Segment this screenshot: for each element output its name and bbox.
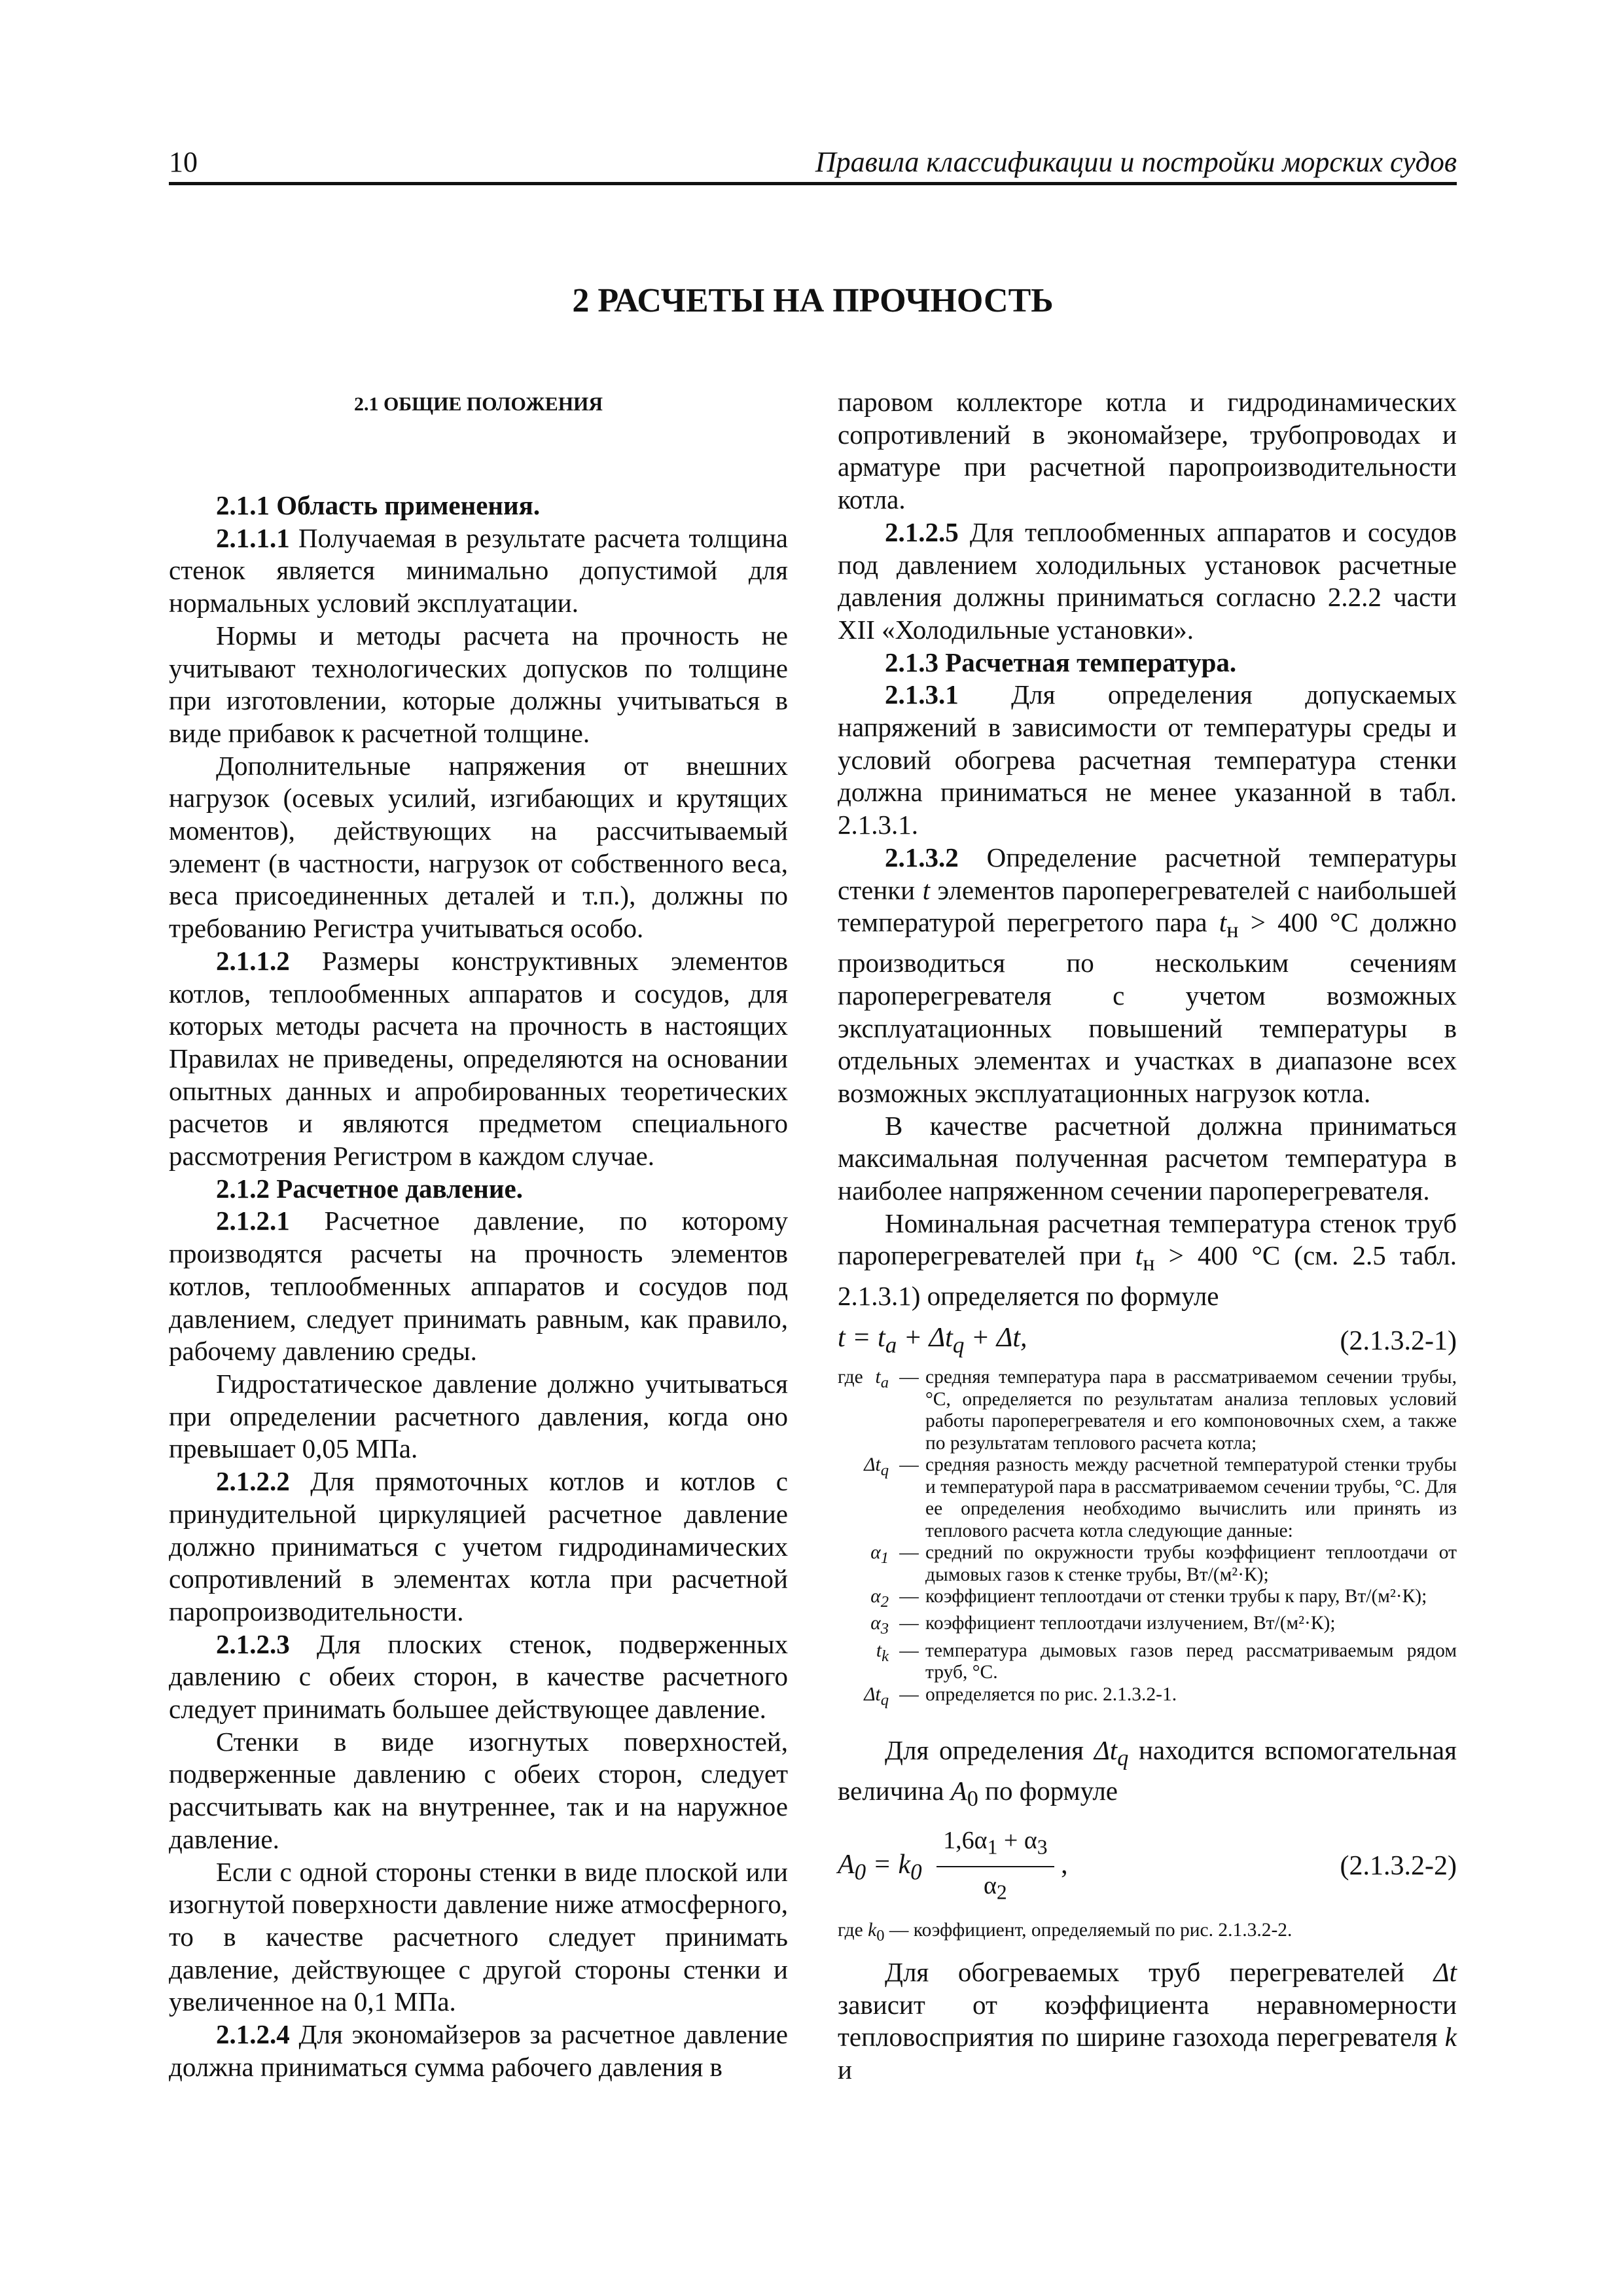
paragraph-continuation: паровом коллекторе котла и гидродинамических сопротивлений в экономайзере, трубопроводах и арматуре при расчетной паропроизводительности котла. <box>838 387 1457 515</box>
right-column <box>838 386 1457 2087</box>
paragraph-2-1-2-2: 2.1.2.2 Для прямоточных котлов и котлов с принудительной циркуляцией расчетное давление должно приниматься с учетом гидродинамических сопротивлений в элементах котла при расчетной паропроизводительности. <box>169 1466 788 1626</box>
paragraph-2-1-2-1: 2.1.2.1 Расчетное давление, по которому производятся расчеты на прочность элементов котлов, теплообменных аппаратов и сосудов под давлением, следует принимать равным, как правило, рабочему давлению среды. <box>169 1206 788 1367</box>
formula-2-1-3-2-2: $A_0 = k_0$ $\frac{1,6\alpha_1 + \alpha_3}{\alpha_2}$ , (2.1.3.2-2) <box>838 1827 1457 1906</box>
legend-row-a1: $\alpha_1$ — средний по окружности трубы коэффициент теплоотдачи от дымовых газов к стенке трубы, Вт/(м²·К); <box>870 1542 1457 1585</box>
paragraph-nominal-temp: Номинальная расчетная температура стенок труб пароперегревателей при $t_н > 400$ °C (см. 2.5 табл. 2.1.3.1) определяется по формуле <box>838 1208 1457 1312</box>
section-title: 2.1 ОБЩИЕ ПОЛОЖЕНИЯ <box>353 393 603 415</box>
heading-2-1-1: 2.1.1 Область применения. <box>216 490 541 520</box>
spacer <box>838 1711 1457 1734</box>
legend-row-tk: $t_k$ — температура дымовых газов перед рассматриваемым рядом труб, °C. <box>876 1640 1457 1683</box>
paragraph-2-1-2-4: 2.1.2.4 Для экономайзеров за расчетное давление должна приниматься сумма рабочего давления в <box>169 2019 788 2082</box>
formula-number-1: (2.1.3.2-1) <box>1340 1326 1457 1357</box>
paragraph-extra-stress: Дополнительные напряжения от внешних нагрузок (осевых усилий, изгибающих и крутящих моментов), действующих на рассчитываемый элемент (в частности, нагрузок от собственного веса, веса присоединенных деталей и т.п.), должны по требованию Регистра учитываться особо. <box>169 750 788 944</box>
paragraph-curved-walls: Стенки в виде изогнутых поверхностей, подверженные давлению с обеих сторон, следует рассчитывать как на внутреннее, так и на наружное давление. <box>169 1726 788 1854</box>
chapter-title: 2 РАСЧЕТЫ НА ПРОЧНОСТЬ <box>572 282 1054 319</box>
paragraph-2-1-2-3: 2.1.2.3 Для плоских стенок, подверженных давлению с обеих сторон, в качестве расчетного следует принимать большее действующее давление. <box>169 1628 788 1725</box>
paragraph-a0-intro: Для определения $\Delta t_q$ находится вспомогательная величина $A_0$ по формуле <box>838 1735 1457 1812</box>
paragraph-heated-tubes: Для обогреваемых труб перегревателей Δt зависит от коэффициента неравномерности тепловосприятия по ширине газохода перегревателя k и <box>838 1956 1457 2085</box>
legend-row-dtq: $\Delta t_q$ — средняя разность между расчетной температурой стенки трубы и температурой пара в рассматриваемом сечении трубы, °C. Для ее определения необходимо вычислить или принять из теплового расчета котла следующие данные: <box>864 1454 1457 1541</box>
paragraph-2-1-2-5: 2.1.2.5 Для теплообменных аппаратов и сосудов под давлением холодильных установок расчетные давления должны приниматься согласно 2.2.2 части XII «Холодильные установки». <box>838 516 1457 645</box>
formula-2-1-3-2-1: $t = t_a + \Delta t_q + \Delta t$, (2.1.3.2-1) <box>838 1323 1457 1358</box>
paragraph-norms: Нормы и методы расчета на прочность не учитывают технологических допусков по толщине при изготовлении, которые должны учитываться в виде прибавок к расчетной толщине. <box>169 620 788 748</box>
legend-row-a3: $\alpha_3$ — коэффициент теплоотдачи излучением, Вт/(м²·К); <box>870 1613 1336 1638</box>
running-title: Правила классификации и постройки морских судов <box>815 146 1457 178</box>
page-number: 10 <box>169 146 198 178</box>
paragraph-2-1-1-1: 2.1.1.1 Получаемая в результате расчета толщина стенок является минимально допустимой для нормальных условий эксплуатации. <box>169 522 788 619</box>
header-rule <box>169 182 1457 185</box>
legend-row-dtq-fig: $\Delta t_q$ — определяется по рис. 2.1.3.2-1. <box>864 1683 1177 1709</box>
left-column <box>169 386 788 2083</box>
heading-2-1-2: 2.1.2 Расчетное давление. <box>216 1173 523 1204</box>
formula-number-2: (2.1.3.2-2) <box>1340 1851 1457 1882</box>
note-k0: где $k_0$ — коэффициент, определяемый по рис. 2.1.3.2-2. <box>838 1920 1293 1945</box>
paragraph-max-temp: В качестве расчетной должна приниматься максимальная полученная расчетом температура в наиболее напряженном сечении пароперегревателя. <box>838 1110 1457 1206</box>
legend-row-a2: $\alpha_2$ — коэффициент теплоотдачи от стенки трубы к пару, Вт/(м²·К); <box>870 1586 1427 1611</box>
heading-2-1-3: 2.1.3 Расчетная температура. <box>885 647 1237 677</box>
paragraph-2-1-3-1: 2.1.3.1 Для определения допускаемых напряжений в зависимости от температуры среды и условий обогрева расчетная температура стенки должна приниматься не менее указанной в табл. 2.1.3.1. <box>838 679 1457 840</box>
paragraph-2-1-3-2: 2.1.3.2 Определение расчетной температуры стенки t элементов пароперегревателей с наибольшей температурой перегретого пара $t_н > 400$ °C должно производиться по нескольким сечениям пароперегревателя с учетом возможных эксплуатационных повышений температуры в отдельных элементах и участках в диапазоне всех возможных эксплуатационных нагрузок котла. <box>838 842 1457 1108</box>
paragraph-2-1-1-2: 2.1.1.2 Размеры конструктивных элементов котлов, теплообменных аппаратов и сосудов, для которых методы расчета на прочность в настоящих Правилах не приведены, определяются на основании опытных данных и апробированных теоретических расчетов и являются предметом специального рассмотрения Регистром в каждом случае. <box>169 945 788 1172</box>
paragraph-hydrostatic: Гидростатическое давление должно учитываться при определении расчетного давления, когда оно превышает 0,05 МПа. <box>169 1368 788 1464</box>
paragraph-atmospheric: Если с одной стороны стенки в виде плоской или изогнутой поверхности давление ниже атмосферного, то в качестве расчетного следует принимать давление, действующее с другой стороны стенки и увеличенное на 0,1 МПа. <box>169 1856 788 2017</box>
formula-legend <box>838 1367 1457 1711</box>
fraction: $\frac{1,6\alpha_1 + \alpha_3}{\alpha_2}$ <box>936 1825 1054 1909</box>
legend-row-ta: где $t_a$ — средняя температура пара в рассматриваемом сечении трубы, °C, определяется по результатам анализа тепловых условий работы пароперегревателя и его компоновочных схем, а также по результатам теплового расчета котла; <box>838 1367 1457 1454</box>
